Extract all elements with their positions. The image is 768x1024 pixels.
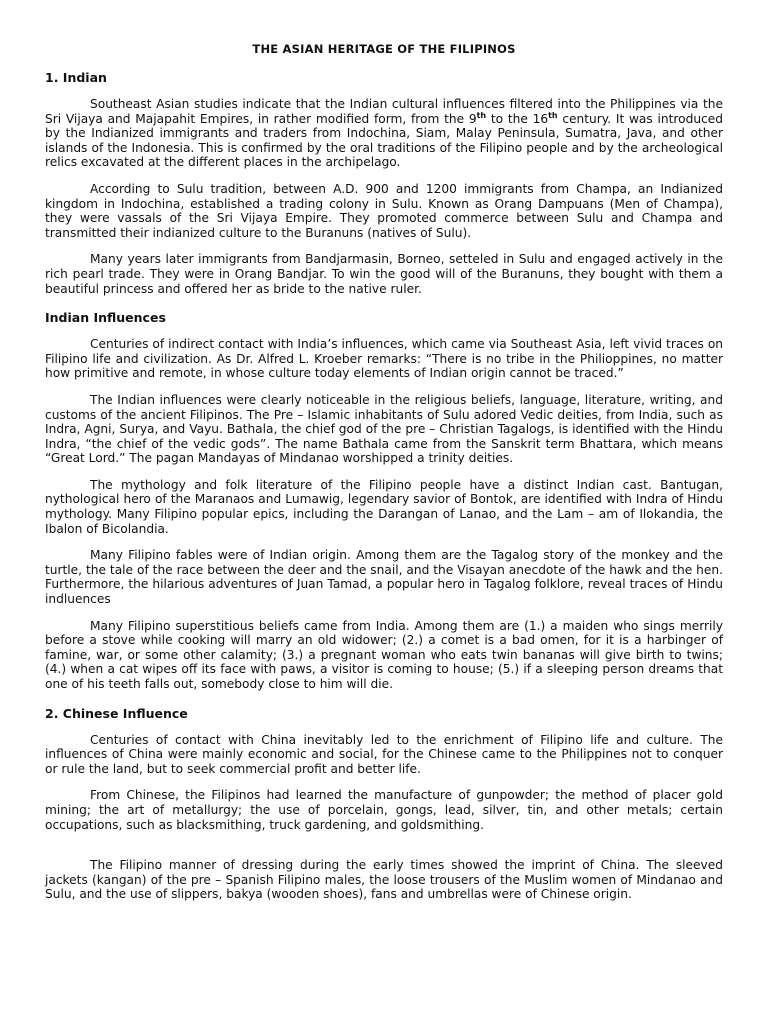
- paragraph: Many years later immigrants from Bandjarmasin, Borneo, setteled in Sulu and engaged actively in the rich pearl trade. They were in Orang Bandjar. To win the good will of the Buranuns, they bought with them a beautiful princess and offered her as bride to the native ruler.: [45, 252, 723, 296]
- section-heading-indian-influences: Indian Influences: [45, 310, 166, 326]
- paragraph: From Chinese, the Filipinos had learned the manufacture of gunpowder; the method of placer gold mining; the art of metallurgy; the use of porcelain, gongs, lead, silver, tin, and other metals; certain occupations, such as blacksmithing, truck gardening, and goldsmithing.: [45, 788, 723, 832]
- paragraph: Many Filipino superstitious beliefs came from India. Among them are (1.) a maiden who sings merrily before a stove while cooking will marry an old widower; (2.) a comet is a bad omen, for it is a harbinger of famine, war, or some other calamity; (3.) a pregnant woman who eats twin bananas will give birth to twins; (4.) when a cat wipes off its face with paws, a visitor is coming to house; (5.) if a sleeping person dreams that one of his teeth falls out, somebody close to him will die.: [45, 618, 723, 691]
- paragraph: Centuries of contact with China inevitably led to the enrichment of Filipino life and culture. The influences of China were mainly economic and social, for the Chinese came to the Philippines not to conquer or rule the land, but to seek commercial profit and better life.: [45, 732, 723, 776]
- document-title: THE ASIAN HERITAGE OF THE FILIPINOS: [252, 42, 516, 56]
- paragraph: Many Filipino fables were of Indian origin. Among them are the Tagalog story of the monkey and the turtle, the tale of the race between the deer and the snail, and the Visayan anecdote of the hawk and the hen. Furthermore, the hilarious adventures of Juan Tamad, a popular hero in Tagalog folklore, reveal traces of Hindu indluences: [45, 548, 723, 607]
- section-heading-indian: 1. Indian: [45, 70, 107, 85]
- paragraph: The mythology and folk literature of the Filipino people have a distinct Indian cast. Bantugan, nythological hero of the Maranaos and Lumawig, legendary savior of Bontok, are identified with Indra of Hindu mythology. Many Filipino popular epics, including the Darangan of Lanao, and the Lam – am of Ilokandia, the Ibalon of Bicolandia.: [45, 477, 723, 536]
- paragraph: Centuries of indirect contact with India’s influences, which came via Southeast Asia, left vivid traces on Filipino life and civilization. As Dr. Alfred L. Kroeber remarks: “There is no tribe in the Philioppines, no matter how primitive and remote, in whose culture today elements of Indian origin cannot be traced.”: [45, 337, 723, 381]
- section-heading-chinese: 2. Chinese Influence: [45, 705, 188, 721]
- paragraph: The Indian influences were clearly noticeable in the religious beliefs, language, literature, writing, and customs of the ancient Filipinos. The Pre – Islamic inhabitants of Sulu adored Vedic deities, from India, such as Indra, Agni, Surya, and Vayu. Bathala, the chief god of the pre – Christian Tagalogs, is identified with the Hindu Indra, “the chief of the vedic gods”. The name Bathala came from the Sanskrit term Bhattara, which means “Great Lord.” The pagan Mandayas of Mindanao worshipped a trinity deities.: [45, 392, 723, 466]
- paragraph: According to Sulu tradition, between A.D. 900 and 1200 immigrants from Champa, an Indianized kingdom in Indochina, established a trading colony in Sulu. Known as Orang Dampuans (Men of Champa), they were vassals of the Sri Vijaya Empire. They promoted commerce between Sulu and Champa and transmitted their indianized culture to the Buranuns (natives of Sulu).: [45, 181, 723, 240]
- paragraph: The Filipino manner of dressing during the early times showed the imprint of China. The sleeved jackets (kangan) of the pre – Spanish Filipino males, the loose trousers of the Muslim women of Mindanao and Sulu, and the use of slippers, bakya (wooden shoes), fans and umbrellas were of Chinese origin.: [45, 858, 723, 902]
- paragraph: Southeast Asian studies indicate that the Indian cultural influences filtered into the Philippines via the Sri Vijaya and Majapahit Empires, in rather modified form, from the 9th to the 16th century. It was introduced by the Indianized immigrants and traders from Indochina, Siam, Malay Peninsula, Sumatra, Java, and other islands of the Indonesia. This is confirmed by the oral traditions of the Filipino people and by the archeological relics excavated at the different places in the archipelago.: [45, 97, 723, 170]
